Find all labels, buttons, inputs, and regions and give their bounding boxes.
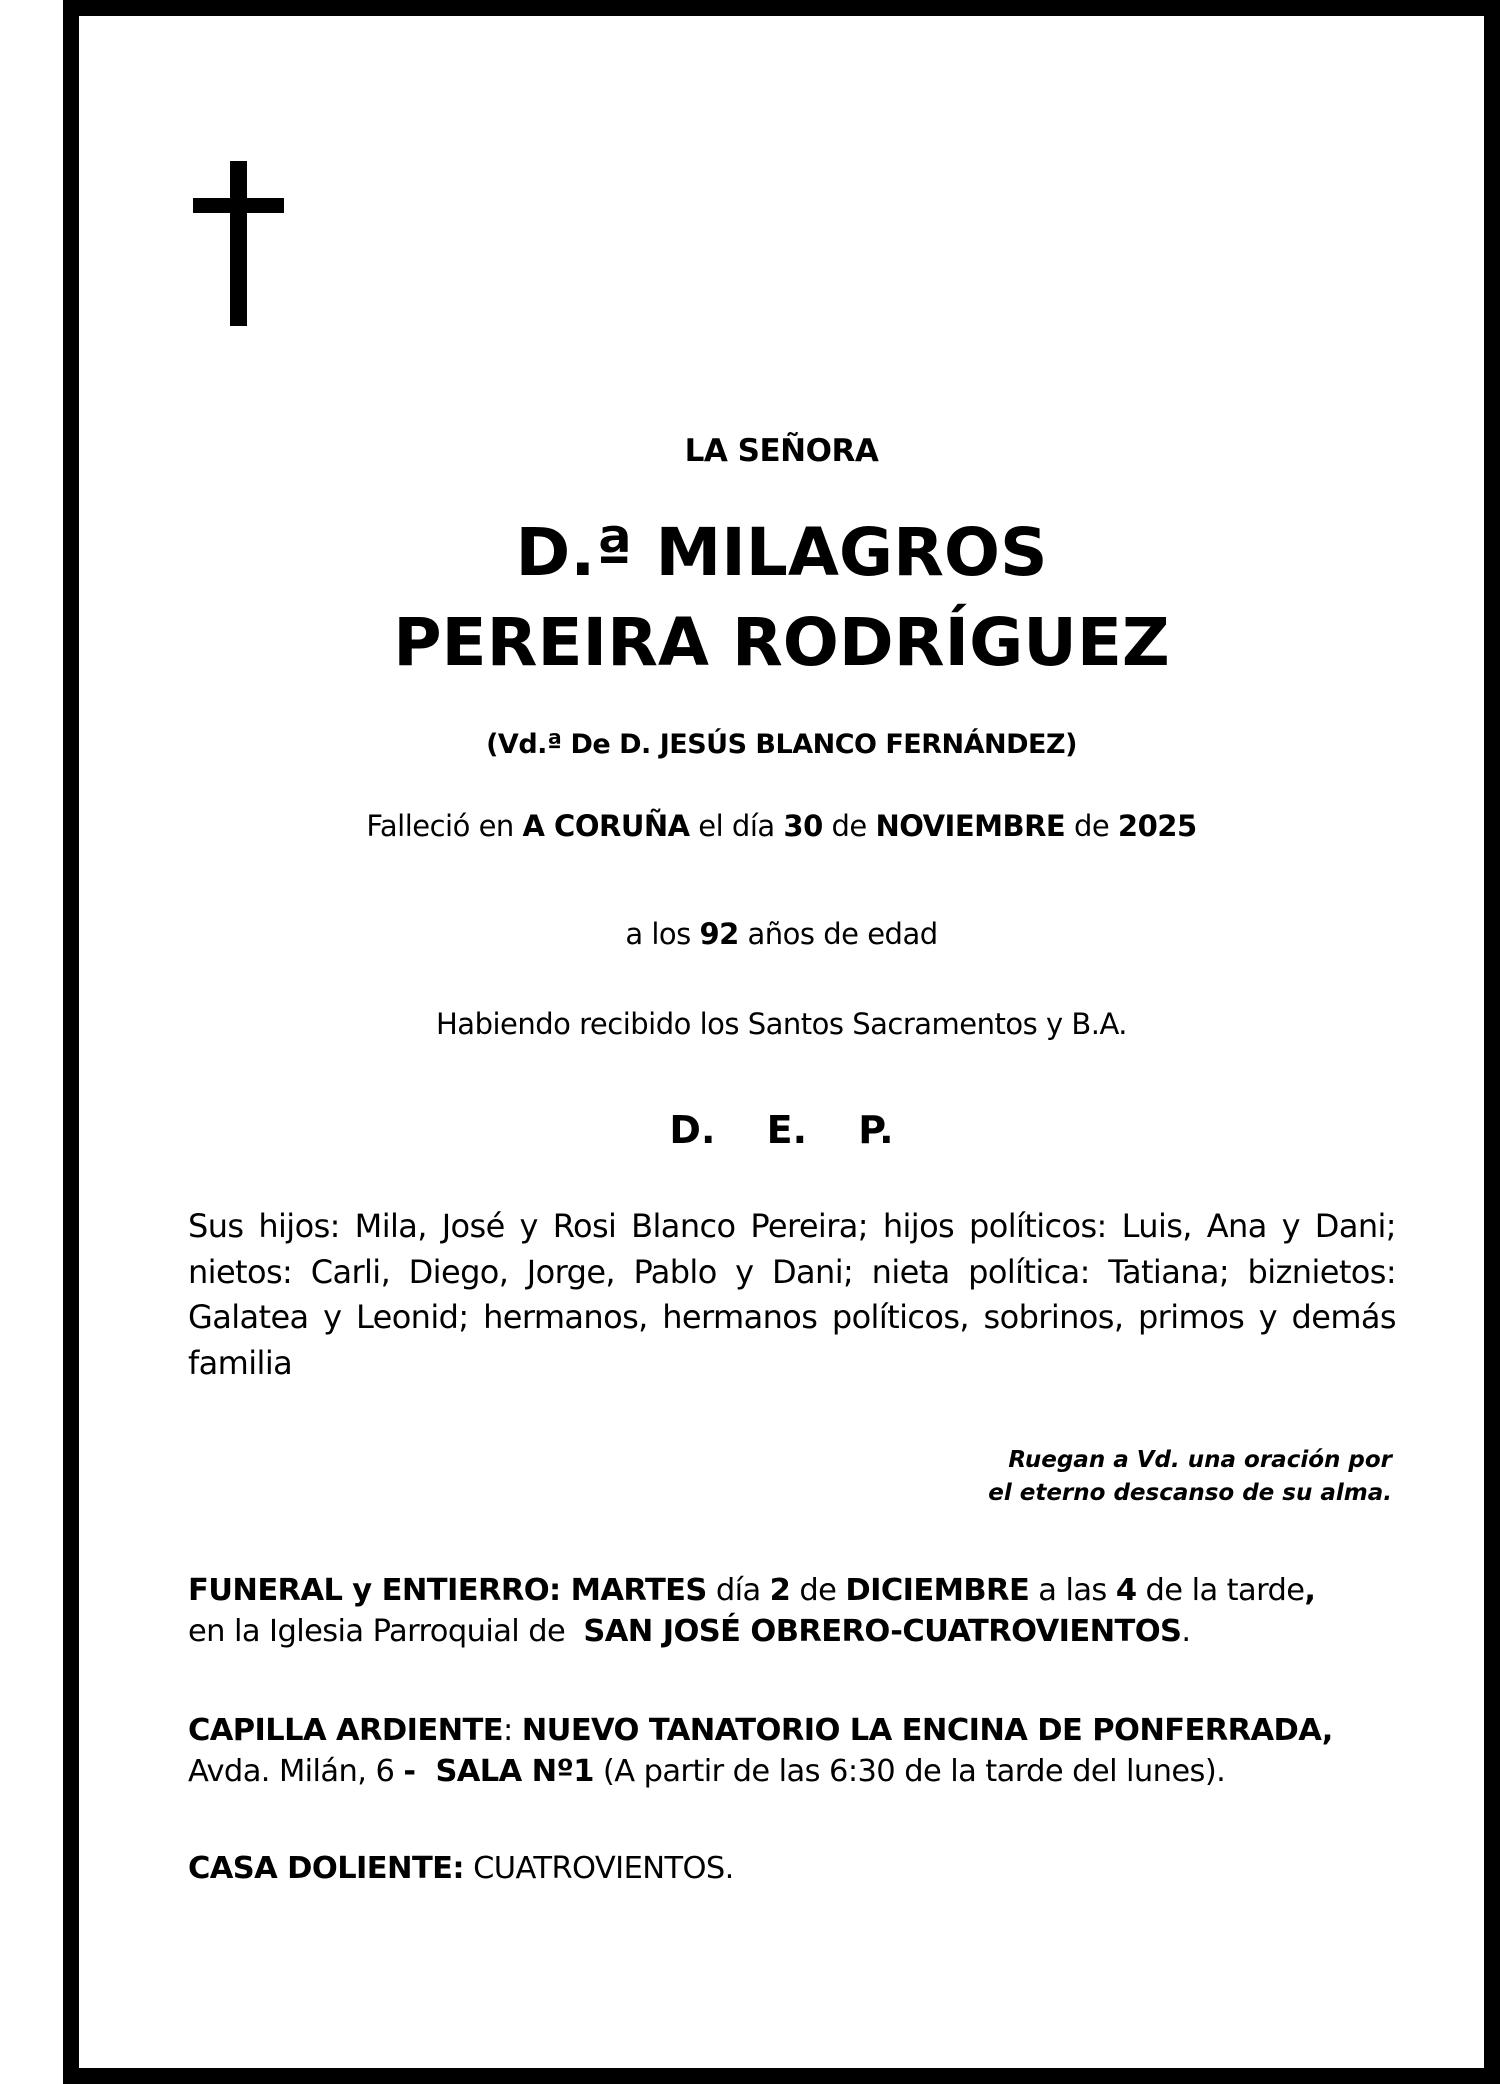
chapel-place: NUEVO TANATORIO LA ENCINA DE PONFERRADA, [521,1713,1333,1748]
funeral-church: SAN JOSÉ OBRERO-CUATROVIENTOS [583,1614,1182,1649]
age-prefix: a los [625,917,700,951]
funeral-hour: 4 [1115,1573,1137,1608]
funeral-line-2 [188,1611,1400,1652]
deceased-name-line2: PEREIRA RODRÍGUEZ [393,604,1170,681]
death-month: NOVIEMBRE [875,809,1066,843]
mourning-house-label: CASA DOLIENTE: [188,1851,465,1886]
funeral-text-3: a las [1029,1573,1116,1608]
mourning-house-info [188,1848,1400,1889]
deceased-name-line1: D.ª MILAGROS [515,514,1048,591]
chapel-colon: : [502,1713,522,1748]
funeral-text-1: día [706,1573,770,1608]
prayer-request [880,1444,1392,1510]
funeral-month: DICIEMBRE [845,1573,1030,1608]
funeral-day: 2 [769,1573,791,1608]
chapel-label: CAPILLA ARDIENTE [188,1713,503,1748]
age-years: 92 [699,917,739,951]
funeral-end: . [1181,1614,1191,1649]
age-line [63,917,1500,951]
death-year: 2025 [1117,809,1197,843]
death-prefix: Falleció en [366,809,523,843]
funeral-line-1 [188,1570,1400,1611]
sacraments-line: Habiendo recibido los Santos Sacramentos y B.A. [436,1007,1127,1041]
death-place: A CORUÑA [522,809,690,843]
chapel-time-note: (A partir de las 6:30 de la tarde del lunes). [593,1754,1226,1789]
latin-cross-icon [193,161,284,326]
funeral-label: FUNERAL y ENTIERRO: MARTES [188,1573,707,1608]
prayer-line-2: el eterno descanso de su alma. [988,1480,1392,1506]
funeral-comma: , [1304,1573,1316,1608]
death-text-1: el día [689,809,784,843]
chapel-line-1 [188,1710,1400,1751]
funeral-text-2: de [790,1573,846,1608]
mourning-house-value: CUATROVIENTOS. [464,1851,734,1886]
age-suffix: años de edad [738,917,938,951]
chapel-dash: - [403,1754,426,1789]
chapel-room: SALA Nº1 [425,1754,594,1789]
funeral-text-4: de la tarde [1136,1573,1305,1608]
funeral-church-prefix: en la Iglesia Parroquial de [188,1614,584,1649]
heading-la-senora: LA SEÑORA [684,433,879,469]
death-day: 30 [783,809,823,843]
widow-of-line: (Vd.ª De D. JESÚS BLANCO FERNÁNDEZ) [486,729,1077,760]
chapel-line-2 [188,1751,1400,1792]
prayer-line-1: Ruegan a Vd. una oración por [1008,1447,1392,1473]
death-text-3: de [1065,809,1118,843]
death-text-2: de [822,809,876,843]
rip-dep: D. E. P. [669,1108,894,1152]
family-paragraph: Sus hijos: Mila, José y Rosi Blanco Pereira; hijos políticos: Luis, Ana y Dani; nietos: Carli, Diego, Jorge, Pablo y Dani; nieta política: Tatiana; biznietos: Galatea y Leonid; hermanos, hermanos políticos, sobrinos, primos y demás familia [188,1207,1396,1382]
chapel-info [188,1710,1400,1792]
death-date-line [63,809,1500,843]
funeral-info [188,1570,1400,1652]
cross-horizontal-bar [193,198,284,213]
chapel-address: Avda. Milán, 6 [188,1754,404,1789]
cross-vertical-bar [230,161,247,326]
